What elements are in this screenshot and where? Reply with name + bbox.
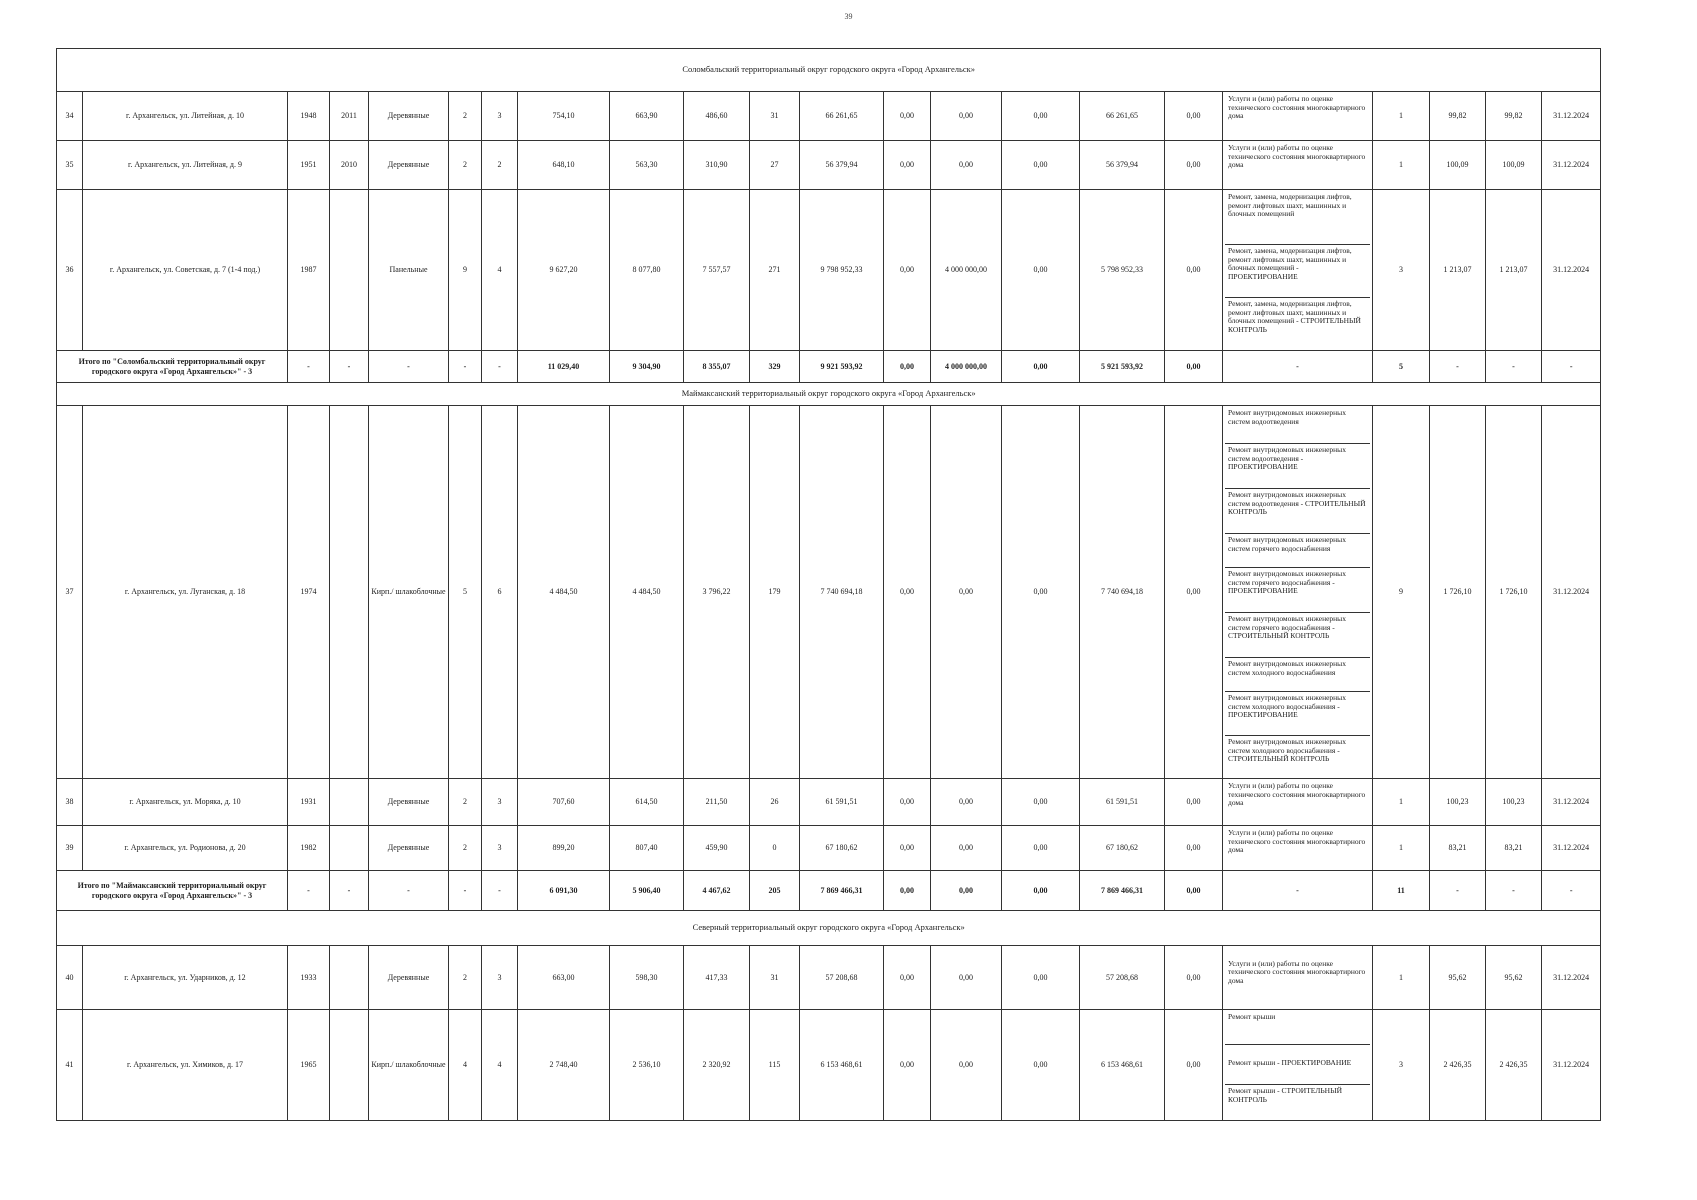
cost-other: 0,00: [1165, 92, 1223, 141]
total-residents: 329: [750, 351, 800, 383]
row-number: 39: [57, 826, 83, 871]
unit-cost: 83,21: [1430, 826, 1486, 871]
total-works-count: 11: [1373, 871, 1430, 911]
table-row: [57, 92, 1601, 141]
dash: -: [1486, 351, 1542, 383]
dash: -: [482, 351, 518, 383]
work-item: Ремонт внутридомовых инженерных систем холодного водоснабжения: [1225, 657, 1370, 691]
area-total: 9 627,20: [518, 190, 610, 351]
cost-region: 4 000 000,00: [931, 190, 1002, 351]
cost-other: 0,00: [1165, 406, 1223, 779]
works-cell: [1223, 1010, 1373, 1121]
unit-cost: 100,09: [1430, 141, 1486, 190]
cost-other: 0,00: [1165, 946, 1223, 1010]
works-count: 1: [1373, 141, 1430, 190]
year-built: 1974: [288, 406, 330, 779]
works-cell: [1223, 946, 1373, 1010]
area-total: 707,60: [518, 779, 610, 826]
area-living: 663,90: [610, 92, 684, 141]
work-item: Ремонт крыши - СТРОИТЕЛЬНЫЙ КОНТРОЛЬ: [1225, 1084, 1370, 1119]
dash: -: [330, 871, 369, 911]
work-item: Услуги и (или) работы по оценке технического состояния многоквартирного дома: [1228, 94, 1366, 121]
area-living: 807,40: [610, 826, 684, 871]
unit-cost: 100,23: [1430, 779, 1486, 826]
works-cell: [1223, 826, 1373, 871]
cost-total: 6 153 468,61: [800, 1010, 884, 1121]
cost-owners: 66 261,65: [1080, 92, 1165, 141]
year-repair: [330, 190, 369, 351]
area-total: 754,10: [518, 92, 610, 141]
year-repair: [330, 946, 369, 1010]
cost-total: 7 740 694,18: [800, 406, 884, 779]
cost-owners: 56 379,94: [1080, 141, 1165, 190]
total-cost-other: 0,00: [1165, 871, 1223, 911]
address: г. Архангельск, ул. Литейная, д. 10: [83, 92, 288, 141]
unit-limit: 99,82: [1486, 92, 1542, 141]
dash: -: [1223, 871, 1373, 911]
cost-total: 9 798 952,33: [800, 190, 884, 351]
unit-limit: 1 726,10: [1486, 406, 1542, 779]
total-cost-owners: 7 869 466,31: [1080, 871, 1165, 911]
cost-municipal: 0,00: [1002, 406, 1080, 779]
total-row: [57, 871, 1601, 911]
deadline: 31.12.2024: [1542, 826, 1601, 871]
address: г. Архангельск, ул. Литейная, д. 9: [83, 141, 288, 190]
cost-fund: 0,00: [884, 1010, 931, 1121]
area-living: 563,30: [610, 141, 684, 190]
year-repair: [330, 1010, 369, 1121]
row-number: 38: [57, 779, 83, 826]
total-cost-owners: 5 921 593,92: [1080, 351, 1165, 383]
section-title: Северный территориальный округ городского округа «Город Архангельск»: [57, 911, 1601, 946]
cost-owners: 5 798 952,33: [1080, 190, 1165, 351]
cost-fund: 0,00: [884, 946, 931, 1010]
entrances: 2: [482, 141, 518, 190]
total-cost: 9 921 593,92: [800, 351, 884, 383]
total-works-count: 5: [1373, 351, 1430, 383]
wall-material: Кирп./ шлакоблочные: [369, 1010, 449, 1121]
work-item: Ремонт, замена, модернизация лифтов, ремонт лифтовых шахт, машинных и блочных помещений: [1228, 192, 1352, 219]
dash: -: [369, 351, 449, 383]
unit-cost: 99,82: [1430, 92, 1486, 141]
floors: 2: [449, 92, 482, 141]
year-built: 1965: [288, 1010, 330, 1121]
cost-municipal: 0,00: [1002, 779, 1080, 826]
deadline: 31.12.2024: [1542, 1010, 1601, 1121]
page-number: 39: [844, 12, 853, 21]
work-item: Ремонт, замена, модернизация лифтов, ремонт лифтовых шахт, машинных и блочных помещений - ПРОЕКТИРОВАНИЕ: [1225, 244, 1370, 297]
area-total: 648,10: [518, 141, 610, 190]
deadline: 31.12.2024: [1542, 406, 1601, 779]
works-count: 3: [1373, 1010, 1430, 1121]
year-built: 1982: [288, 826, 330, 871]
deadline: 31.12.2024: [1542, 946, 1601, 1010]
section-header: [57, 383, 1601, 406]
total-row: [57, 351, 1601, 383]
table-row: [57, 406, 1601, 779]
wall-material: Деревянные: [369, 946, 449, 1010]
total-cost-municipal: 0,00: [1002, 871, 1080, 911]
unit-limit: 100,23: [1486, 779, 1542, 826]
residents: 115: [750, 1010, 800, 1121]
residents: 179: [750, 406, 800, 779]
cost-region: 0,00: [931, 406, 1002, 779]
residents: 31: [750, 92, 800, 141]
cost-owners: 67 180,62: [1080, 826, 1165, 871]
cost-total: 57 208,68: [800, 946, 884, 1010]
total-cost-region: 4 000 000,00: [931, 351, 1002, 383]
year-repair: 2010: [330, 141, 369, 190]
cost-other: 0,00: [1165, 190, 1223, 351]
work-item: Услуги и (или) работы по оценке технического состояния многоквартирного дома: [1228, 958, 1366, 985]
works-cell: [1223, 406, 1373, 779]
row-number: 35: [57, 141, 83, 190]
total-label: Итого по "Маймаксанский территориальный округ городского округа «Город Архангельск»" - 3: [57, 871, 288, 911]
works-cell: [1223, 92, 1373, 141]
area-living: 8 077,80: [610, 190, 684, 351]
area-private: 211,50: [684, 779, 750, 826]
dash: -: [1542, 871, 1601, 911]
table-row: [57, 190, 1601, 351]
cost-other: 0,00: [1165, 141, 1223, 190]
cost-region: 0,00: [931, 779, 1002, 826]
cost-other: 0,00: [1165, 1010, 1223, 1121]
floors: 2: [449, 946, 482, 1010]
total-cost-fund: 0,00: [884, 871, 931, 911]
total-label: Итого по "Соломбальский территориальный округ городского округа «Город Архангельск»" - 3: [57, 351, 288, 383]
cost-total: 67 180,62: [800, 826, 884, 871]
work-item: Ремонт внутридомовых инженерных систем холодного водоснабжения - ПРОЕКТИРОВАНИЕ: [1225, 691, 1370, 735]
entrances: 3: [482, 92, 518, 141]
table-row: [57, 141, 1601, 190]
dash: -: [288, 351, 330, 383]
table-row: [57, 826, 1601, 871]
cost-total: 66 261,65: [800, 92, 884, 141]
year-built: 1933: [288, 946, 330, 1010]
unit-cost: 95,62: [1430, 946, 1486, 1010]
total-cost-other: 0,00: [1165, 351, 1223, 383]
area-private: 486,60: [684, 92, 750, 141]
works-cell: [1223, 141, 1373, 190]
residents: 271: [750, 190, 800, 351]
works-count: 9: [1373, 406, 1430, 779]
dash: -: [1430, 351, 1486, 383]
total-cost: 7 869 466,31: [800, 871, 884, 911]
capital-repair-table: [56, 48, 1601, 1121]
dash: -: [449, 871, 482, 911]
works-count: 1: [1373, 779, 1430, 826]
row-number: 36: [57, 190, 83, 351]
year-repair: [330, 826, 369, 871]
residents: 26: [750, 779, 800, 826]
work-item: Услуги и (или) работы по оценке технического состояния многоквартирного дома: [1228, 143, 1366, 170]
year-built: 1948: [288, 92, 330, 141]
area-private: 2 320,92: [684, 1010, 750, 1121]
entrances: 3: [482, 779, 518, 826]
cost-municipal: 0,00: [1002, 946, 1080, 1010]
area-private: 417,33: [684, 946, 750, 1010]
works-cell: [1223, 779, 1373, 826]
total-area-total: 6 091,30: [518, 871, 610, 911]
table-row: [57, 946, 1601, 1010]
wall-material: Кирп./ шлакоблочные: [369, 406, 449, 779]
wall-material: Деревянные: [369, 826, 449, 871]
unit-limit: 95,62: [1486, 946, 1542, 1010]
work-item: Услуги и (или) работы по оценке технического состояния многоквартирного дома: [1228, 781, 1366, 808]
cost-owners: 6 153 468,61: [1080, 1010, 1165, 1121]
section-header: [57, 49, 1601, 92]
address: г. Архангельск, ул. Луганская, д. 18: [83, 406, 288, 779]
works-count: 1: [1373, 946, 1430, 1010]
floors: 2: [449, 141, 482, 190]
cost-other: 0,00: [1165, 779, 1223, 826]
dash: -: [288, 871, 330, 911]
works-count: 1: [1373, 92, 1430, 141]
year-repair: 2011: [330, 92, 369, 141]
table-row: [57, 1010, 1601, 1121]
year-repair: [330, 406, 369, 779]
unit-cost: 2 426,35: [1430, 1010, 1486, 1121]
dash: -: [1486, 871, 1542, 911]
floors: 2: [449, 826, 482, 871]
cost-other: 0,00: [1165, 826, 1223, 871]
deadline: 31.12.2024: [1542, 141, 1601, 190]
address: г. Архангельск, ул. Советская, д. 7 (1-4 под.): [83, 190, 288, 351]
floors: 2: [449, 779, 482, 826]
year-repair: [330, 779, 369, 826]
cost-fund: 0,00: [884, 826, 931, 871]
cost-fund: 0,00: [884, 190, 931, 351]
total-cost-region: 0,00: [931, 871, 1002, 911]
work-item: Ремонт крыши - ПРОЕКТИРОВАНИЕ: [1225, 1044, 1370, 1084]
year-built: 1931: [288, 779, 330, 826]
dash: -: [1542, 351, 1601, 383]
cost-municipal: 0,00: [1002, 1010, 1080, 1121]
cost-municipal: 0,00: [1002, 141, 1080, 190]
area-living: 2 536,10: [610, 1010, 684, 1121]
floors: 5: [449, 406, 482, 779]
work-item: Ремонт внутридомовых инженерных систем горячего водоснабжения - ПРОЕКТИРОВАНИЕ: [1225, 567, 1370, 612]
row-number: 40: [57, 946, 83, 1010]
total-area-living: 5 906,40: [610, 871, 684, 911]
work-item: Ремонт внутридомовых инженерных систем водоотведения - СТРОИТЕЛЬНЫЙ КОНТРОЛЬ: [1225, 488, 1370, 533]
year-built: 1951: [288, 141, 330, 190]
cost-fund: 0,00: [884, 141, 931, 190]
cost-fund: 0,00: [884, 406, 931, 779]
unit-limit: 2 426,35: [1486, 1010, 1542, 1121]
unit-cost: 1 213,07: [1430, 190, 1486, 351]
works-count: 1: [1373, 826, 1430, 871]
cost-total: 61 591,51: [800, 779, 884, 826]
work-item: Ремонт внутридомовых инженерных систем водоотведения - ПРОЕКТИРОВАНИЕ: [1225, 443, 1370, 488]
dash: -: [330, 351, 369, 383]
cost-region: 0,00: [931, 1010, 1002, 1121]
entrances: 4: [482, 1010, 518, 1121]
area-private: 459,90: [684, 826, 750, 871]
area-private: 7 557,57: [684, 190, 750, 351]
unit-limit: 1 213,07: [1486, 190, 1542, 351]
cost-municipal: 0,00: [1002, 92, 1080, 141]
total-area-private: 4 467,62: [684, 871, 750, 911]
work-item: Ремонт, замена, модернизация лифтов, ремонт лифтовых шахт, машинных и блочных помещений - СТРОИТЕЛЬНЫЙ КОНТРОЛЬ: [1225, 297, 1370, 349]
area-living: 614,50: [610, 779, 684, 826]
row-number: 37: [57, 406, 83, 779]
total-cost-municipal: 0,00: [1002, 351, 1080, 383]
unit-cost: 1 726,10: [1430, 406, 1486, 779]
entrances: 3: [482, 826, 518, 871]
work-item: Услуги и (или) работы по оценке технического состояния многоквартирного дома: [1228, 828, 1366, 855]
section-header: [57, 911, 1601, 946]
dash: -: [449, 351, 482, 383]
cost-region: 0,00: [931, 141, 1002, 190]
area-living: 4 484,50: [610, 406, 684, 779]
cost-municipal: 0,00: [1002, 826, 1080, 871]
cost-region: 0,00: [931, 946, 1002, 1010]
row-number: 41: [57, 1010, 83, 1121]
total-area-living: 9 304,90: [610, 351, 684, 383]
area-total: 2 748,40: [518, 1010, 610, 1121]
cost-municipal: 0,00: [1002, 190, 1080, 351]
deadline: 31.12.2024: [1542, 92, 1601, 141]
area-total: 663,00: [518, 946, 610, 1010]
deadline: 31.12.2024: [1542, 779, 1601, 826]
address: г. Архангельск, ул. Ударников, д. 12: [83, 946, 288, 1010]
cost-owners: 61 591,51: [1080, 779, 1165, 826]
area-living: 598,30: [610, 946, 684, 1010]
unit-limit: 83,21: [1486, 826, 1542, 871]
entrances: 4: [482, 190, 518, 351]
works-cell: [1223, 190, 1373, 351]
works-count: 3: [1373, 190, 1430, 351]
wall-material: Деревянные: [369, 779, 449, 826]
dash: -: [482, 871, 518, 911]
dash: -: [1223, 351, 1373, 383]
address: г. Архангельск, ул. Родионова, д. 20: [83, 826, 288, 871]
floors: 4: [449, 1010, 482, 1121]
work-item: Ремонт внутридомовых инженерных систем водоотведения: [1228, 408, 1346, 426]
work-item: Ремонт внутридомовых инженерных систем горячего водоснабжения - СТРОИТЕЛЬНЫЙ КОНТРОЛЬ: [1225, 612, 1370, 657]
cost-fund: 0,00: [884, 779, 931, 826]
wall-material: Деревянные: [369, 92, 449, 141]
unit-limit: 100,09: [1486, 141, 1542, 190]
deadline: 31.12.2024: [1542, 190, 1601, 351]
work-item: Ремонт внутридомовых инженерных систем горячего водоснабжения: [1225, 533, 1370, 567]
year-built: 1987: [288, 190, 330, 351]
total-area-private: 8 355,07: [684, 351, 750, 383]
cost-fund: 0,00: [884, 92, 931, 141]
cost-owners: 7 740 694,18: [1080, 406, 1165, 779]
wall-material: Деревянные: [369, 141, 449, 190]
area-total: 4 484,50: [518, 406, 610, 779]
total-cost-fund: 0,00: [884, 351, 931, 383]
area-private: 310,90: [684, 141, 750, 190]
table-row: [57, 779, 1601, 826]
section-title: Соломбальский территориальный округ городского округа «Город Архангельск»: [57, 49, 1601, 92]
work-item: Ремонт крыши: [1228, 1012, 1276, 1021]
wall-material: Панельные: [369, 190, 449, 351]
residents: 27: [750, 141, 800, 190]
dash: -: [369, 871, 449, 911]
cost-owners: 57 208,68: [1080, 946, 1165, 1010]
total-residents: 205: [750, 871, 800, 911]
cost-region: 0,00: [931, 826, 1002, 871]
residents: 0: [750, 826, 800, 871]
address: г. Архангельск, ул. Химиков, д. 17: [83, 1010, 288, 1121]
section-title: Маймаксанский территориальный округ городского округа «Город Архангельск»: [57, 383, 1601, 406]
total-area-total: 11 029,40: [518, 351, 610, 383]
cost-total: 56 379,94: [800, 141, 884, 190]
address: г. Архангельск, ул. Моряка, д. 10: [83, 779, 288, 826]
entrances: 3: [482, 946, 518, 1010]
row-number: 34: [57, 92, 83, 141]
area-total: 899,20: [518, 826, 610, 871]
work-item: Ремонт внутридомовых инженерных систем холодного водоснабжения - СТРОИТЕЛЬНЫЙ КОНТРОЛЬ: [1225, 735, 1370, 777]
residents: 31: [750, 946, 800, 1010]
entrances: 6: [482, 406, 518, 779]
dash: -: [1430, 871, 1486, 911]
area-private: 3 796,22: [684, 406, 750, 779]
floors: 9: [449, 190, 482, 351]
cost-region: 0,00: [931, 92, 1002, 141]
